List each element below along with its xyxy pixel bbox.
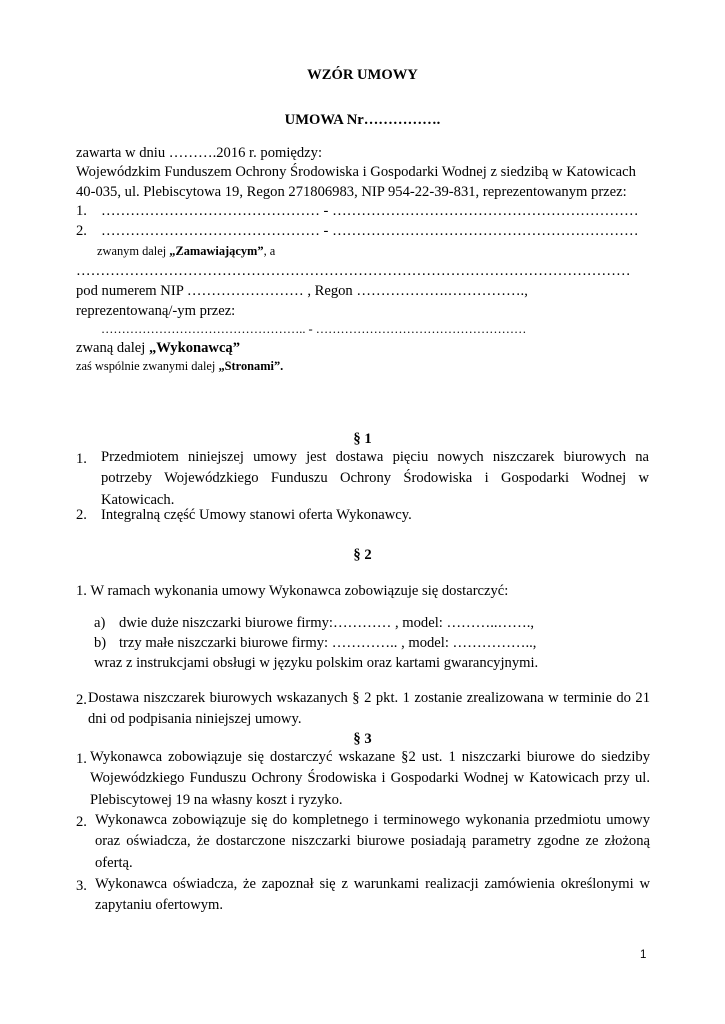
contractor-nip-regon: pod numerem NIP …………………… , Regon ……………….……………., [76,283,528,299]
section-1-heading: § 1 [353,431,372,447]
representative-1-number: 1. [76,203,87,219]
section-2-item-a-text: dwie duże niszczarki biurowe firmy:………… , model: ………..……., [119,615,535,631]
ordering-party-term: „Zamawiającym” [169,244,264,258]
contractor-name-dots: …………………………………………………………………………………………………… [76,263,631,279]
section-2-item-a-label: a) [94,615,106,631]
section-3-heading: § 3 [353,731,372,747]
page-number: 1 [640,949,647,961]
section-1-item-1-text: Przedmiotem niniejszej umowy jest dostawa pięciu nowych niszczarek biurowych na potrzeby Wojewódzkiego Funduszu Ochrony Środowiska i Gospodarki Wodnej w Katowicach. [101,449,649,508]
called-contractor-prefix: zwaną dalej [76,340,149,356]
parties-term: „Stronami”. [218,359,284,373]
section-2-item-b-text: trzy małe niszczarki biurowe firmy: ………….. , model: …………….., [119,635,537,651]
section-2-item-b-label: b) [94,635,107,651]
contractor-represented-by: reprezentowaną/-ym przez: [76,303,236,319]
contractor-representative-dots: ………………………………………….. - …………………………………………… [101,322,527,336]
section-2-item-1: 1. W ramach wykonania umowy Wykonawca zobowiązuje się dostarczyć: [76,583,509,599]
section-3-item-2-text: Wykonawca zobowiązuje się do kompletnego i terminowego wykonania przedmiotu umowy oraz oświadcza, że dostarczone niszczarki biurowe posiadają parametry zgodne ze złożoną ofertą. [95,812,650,871]
document-title: WZÓR UMOWY [307,67,418,83]
section-2-with-instructions: wraz z instrukcjami obsługi w języku polskim oraz kartami gwarancyjnymi. [94,655,539,671]
representative-2-dots: ……………………………………… - ……………………………………………………… [101,223,639,239]
section-2-item-2-number: 2. [76,692,87,708]
section-3-item-1-text: Wykonawca zobowiązuje się dostarczyć wskazane §2 ust. 1 niszczarki biurowe do siedziby Wojewódzkiego Funduszu Ochrony Środowiska i Gospodarki Wodnej w Katowicach przy ul. Plebiscytowej 19 na własny koszt i ryzyko. [90,749,650,808]
section-1-item-2-number: 2. [76,507,87,523]
called-contractor [76,339,240,357]
jointly-called [76,357,283,375]
section-1-item-2-text: Integralną część Umowy stanowi oferta Wykonawcy. [101,507,412,523]
concluded-date-line: zawarta w dniu ……….2016 r. pomiędzy: [76,145,323,161]
contractor-term: „Wykonawcą” [148,340,241,356]
section-1-item-1-number: 1. [76,451,87,467]
jointly-prefix: zaś wspólnie zwanymi dalej [76,359,219,373]
representative-2-number: 2. [76,223,87,239]
section-3-item-2-number: 2. [76,814,87,830]
ordering-party-line-1: Wojewódzkim Funduszem Ochrony Środowiska i Gospodarki Wodnej z siedzibą w Katowicach [76,164,636,180]
called-ordering-prefix: zwanym dalej [97,244,170,258]
ordering-party-line-2: 40-035, ul. Plebiscytowa 19, Regon 271806983, NIP 954-22-39-831, reprezentowanym przez: [76,184,627,200]
contract-number: UMOWA Nr……………. [284,112,441,128]
section-2-item-2-text: Dostawa niszczarek biurowych wskazanych § 2 pkt. 1 zostanie zrealizowana w terminie do 21 dni od podpisania niniejszej umowy. [88,690,650,728]
section-3-item-3-text: Wykonawca oświadcza, że zapoznał się z warunkami realizacji zamówienia określonymi w zapytaniu ofertowym. [95,876,650,914]
section-3-item-3-number: 3. [76,878,87,894]
section-2-heading: § 2 [353,547,372,563]
called-ordering-suffix: , a [263,244,276,258]
called-ordering-party [97,242,275,260]
representative-1-dots: ……………………………………… - ……………………………………………………… [101,203,639,219]
section-3-item-1-number: 1. [76,751,87,767]
